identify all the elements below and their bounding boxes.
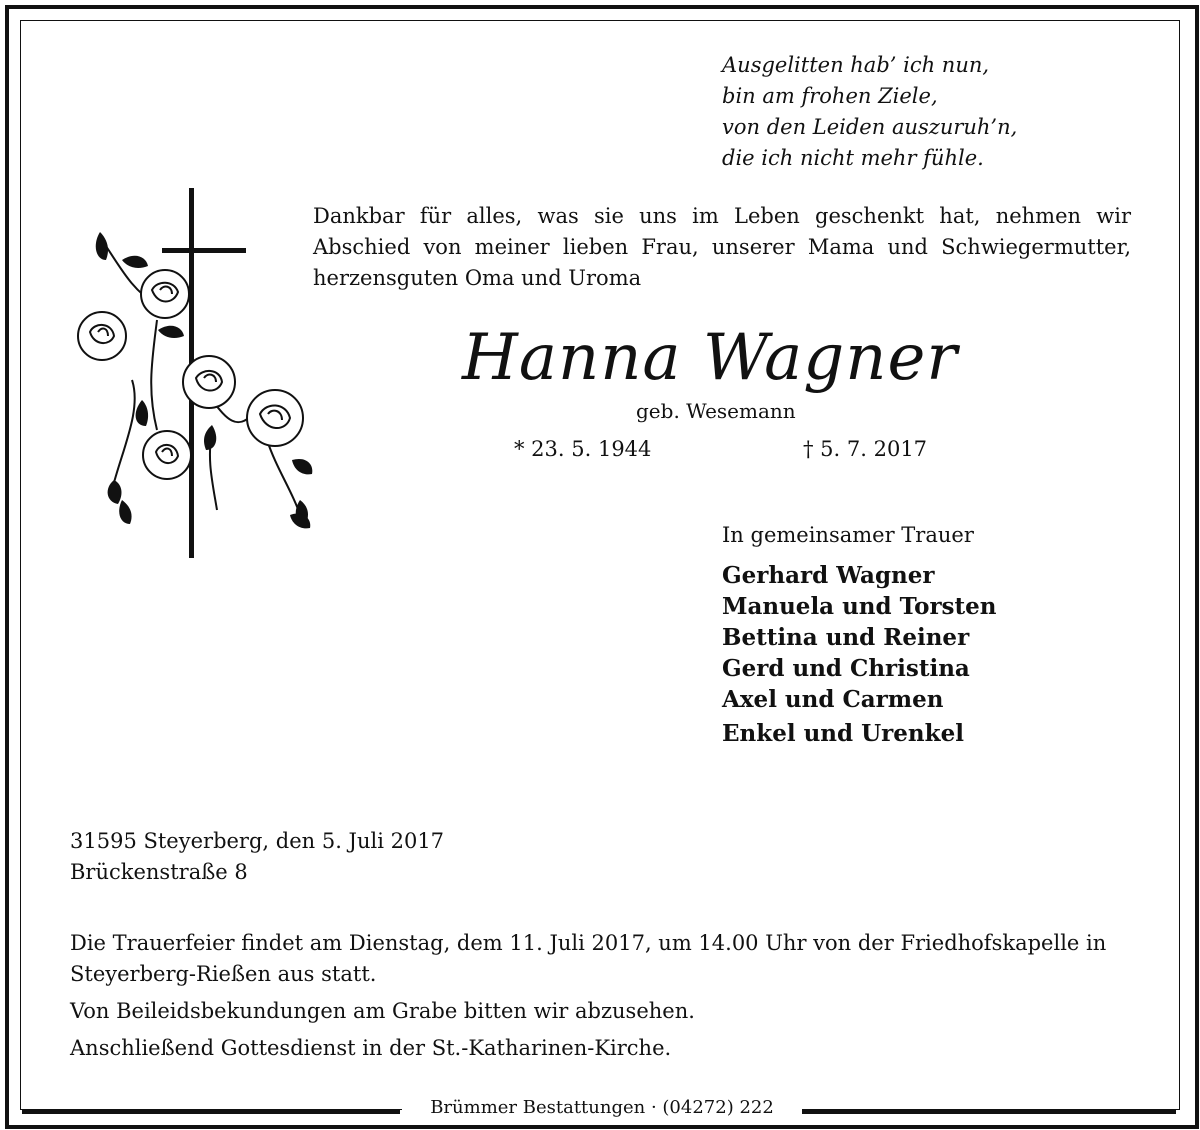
address-block: [70, 826, 444, 888]
service-paragraph: Anschließend Gottesdienst in der St.-Katharinen-Kirche.: [70, 1036, 672, 1060]
poem-line: bin am frohen Ziele,: [722, 84, 938, 108]
cross-with-roses-icon: [62, 180, 332, 565]
service-info: [70, 928, 1150, 1070]
deceased-name: Hanna Wagner: [462, 321, 958, 395]
mourner-name: Axel und Carmen: [722, 686, 944, 713]
poem: [722, 50, 1017, 174]
death-date: † 5. 7. 2017: [803, 437, 928, 461]
poem-line: die ich nicht mehr fühle.: [722, 146, 984, 170]
undertaker-contact: Brümmer Bestattungen · (04272) 222: [402, 1097, 802, 1118]
intro-text: [313, 201, 1131, 294]
mourner-name: Manuela und Torsten: [722, 593, 997, 620]
footer-rule-left: [22, 1110, 400, 1114]
mourner-name: Gerd und Christina: [722, 655, 970, 682]
poem-line: Ausgelitten hab’ ich nun,: [722, 53, 990, 77]
mourner-name: Enkel und Urenkel: [722, 720, 964, 747]
footer-rule-right: [800, 1110, 1176, 1114]
mourner-name: Gerhard Wagner: [722, 562, 935, 589]
service-paragraph: Von Beileidsbekundungen am Grabe bitten wir abzusehen.: [70, 999, 695, 1023]
place-date: 31595 Steyerberg, den 5. Juli 2017: [70, 829, 445, 853]
street-address: Brückenstraße 8: [70, 860, 248, 884]
mourners-list: [722, 560, 996, 749]
service-paragraph: Die Trauerfeier findet am Dienstag, dem 11. Juli 2017, um 14.00 Uhr von der Friedhofskapelle in Steyerberg-Rießen aus statt.: [70, 931, 1107, 986]
poem-line: von den Leiden auszuruh’n,: [722, 115, 1018, 139]
birth-date: * 23. 5. 1944: [514, 437, 652, 461]
intro-line: herzensguten Oma und Uroma: [313, 266, 642, 290]
mourning-heading: In gemeinsamer Trauer: [722, 523, 974, 547]
mourner-name: Bettina und Reiner: [722, 624, 970, 651]
intro-line: Abschied von meiner lieben Frau, unserer Mama und Schwiegermutter,: [313, 235, 1131, 259]
maiden-name: geb. Wesemann: [636, 399, 796, 423]
intro-line: Dankbar für alles, was sie uns im Leben geschenkt hat, nehmen wir: [313, 204, 1131, 228]
